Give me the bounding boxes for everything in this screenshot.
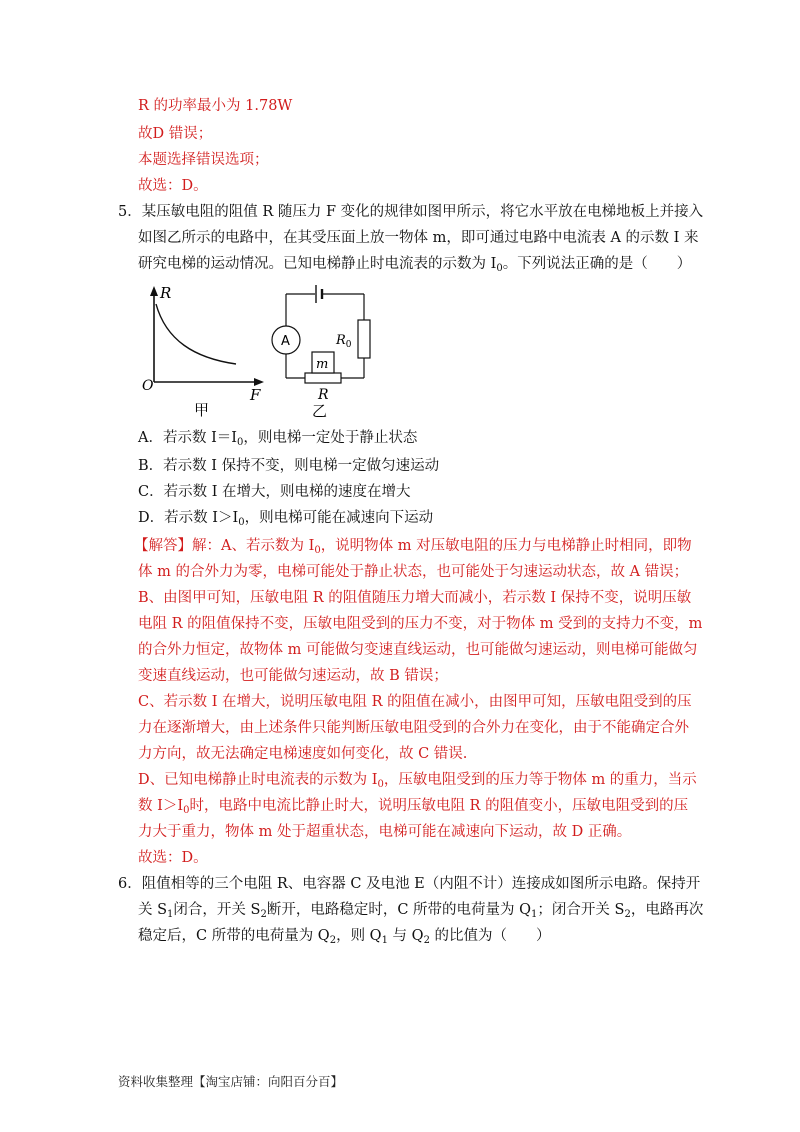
- r0-label: $R_0$: [336, 333, 352, 350]
- prev-solution-line-3: 本题选择错误选项；: [138, 152, 269, 168]
- resistor-r0: [358, 320, 370, 358]
- q6-line-2: 关 $S_1$闭合，开关 $S_2$断开，电路稳定时，C 所带的电荷量为 $Q_1$；闭合开关 $S_2$，电路再次: [138, 902, 704, 920]
- q5-figure: [140, 282, 380, 422]
- option-d: D．若示数 $I>I_0$，则电梯可能在减速向下运动: [138, 510, 434, 528]
- circuit-caption: 乙: [312, 402, 328, 420]
- option-b: B．若示数 I 保持不变，则电梯一定做匀速运动: [138, 458, 440, 474]
- graph-y-arrow: [150, 286, 158, 296]
- graph-x-label: F: [250, 386, 261, 404]
- prev-solution-line-1: R 的功率最小为 1.78W: [138, 98, 293, 114]
- graph-x-arrow: [254, 378, 264, 386]
- solution-line-7: C、若示数 I 在增大，说明压敏电阻 R 的阻值在减小，由图甲可知，压敏电阻受到的压: [138, 694, 692, 710]
- ammeter-label: A: [281, 334, 290, 349]
- q6-line-1: 6．阻值相等的三个电阻 R、电容器 C 及电池 E（内阻不计）连接成如图所示电路。保持开: [118, 876, 701, 892]
- q6-line-3: 稳定后，C 所带的电荷量为 $Q_2$，则 $Q_1$ 与 $Q_2$ 的比值为（ ）: [138, 928, 551, 946]
- mass-label: m: [316, 357, 329, 372]
- prev-answer: 故选：D。: [138, 178, 208, 194]
- pressure-sensor-r: [305, 373, 341, 383]
- sensor-label: R: [318, 387, 329, 403]
- solution-line-9: 力方向，故无法确定电梯速度如何变化，故 C 错误.: [138, 746, 468, 762]
- solution-line-12: 力大于重力，物体 m 处于超重状态，电梯可能在减速向下运动，故 D 正确。: [138, 824, 632, 840]
- solution-line-2: 体 m 的合外力为零，电梯可能处于静止状态，也可能处于匀速运动状态，故 A 错误；: [138, 564, 689, 580]
- solution-line-1: 【解答】解：A、若示数为 $I_0$，说明物体 m 对压敏电阻的压力与电梯静止时相同，即物: [134, 538, 692, 556]
- q5-stem-line-3: 研究电梯的运动情况。已知电梯静止时电流表的示数为 $I_0$。下列说法正确的是（ ）: [138, 256, 692, 274]
- graph-origin-label: O: [142, 378, 154, 394]
- solution-line-5: 的合外力恒定，故物体 m 可能做匀变速直线运动，也可能做匀速运动，则电梯可能做匀: [138, 642, 698, 658]
- graph-curve: [156, 304, 236, 364]
- circuit-yi: [272, 285, 370, 420]
- q5-stem-line-2: 如图乙所示的电路中，在其受压面上放一物体 m，即可通过电路中电流表 A 的示数 I 来: [138, 230, 699, 246]
- graph-y-label: R: [160, 284, 172, 302]
- solution-line-3: B、由图甲可知，压敏电阻 R 的阻值随压力增大而减小，若示数 I 保持不变，说明压敏: [138, 590, 692, 606]
- option-c: C．若示数 I 在增大，则电梯的速度在增大: [138, 484, 411, 500]
- solution-answer: 故选：D。: [138, 850, 208, 866]
- solution-line-8: 力在逐渐增大，由上述条件只能判断压敏电阻受到的合外力在变化，由于不能确定合外: [138, 720, 689, 736]
- graph-jia: [142, 284, 264, 419]
- option-a: A．若示数 $I=I_0$，则电梯一定处于静止状态: [138, 430, 418, 448]
- solution-line-11: 数 $I>I_0$时，电路中电流比静止时大，说明压敏电阻 R 的阻值变小，压敏电阻受到的压: [138, 798, 689, 816]
- page-footer: 资料收集整理【淘宝店铺：向阳百分百】: [118, 1074, 344, 1089]
- graph-caption: 甲: [194, 401, 210, 419]
- solution-line-4: 电阻 R 的阻值保持不变，压敏电阻受到的压力不变，对于物体 m 受到的支持力不变，m: [138, 616, 703, 632]
- q5-stem-line-1: 5．某压敏电阻的阻值 R 随压力 F 变化的规律如图甲所示，将它水平放在电梯地板上并接入: [118, 204, 704, 220]
- prev-solution-line-2: 故D 错误；: [138, 126, 213, 142]
- solution-line-6: 变速直线运动，也可能做匀速运动，故 B 错误；: [138, 668, 448, 684]
- solution-line-10: D、已知电梯静止时电流表的示数为 $I_0$，压敏电阻受到的压力等于物体 m 的重力，当示: [138, 772, 697, 790]
